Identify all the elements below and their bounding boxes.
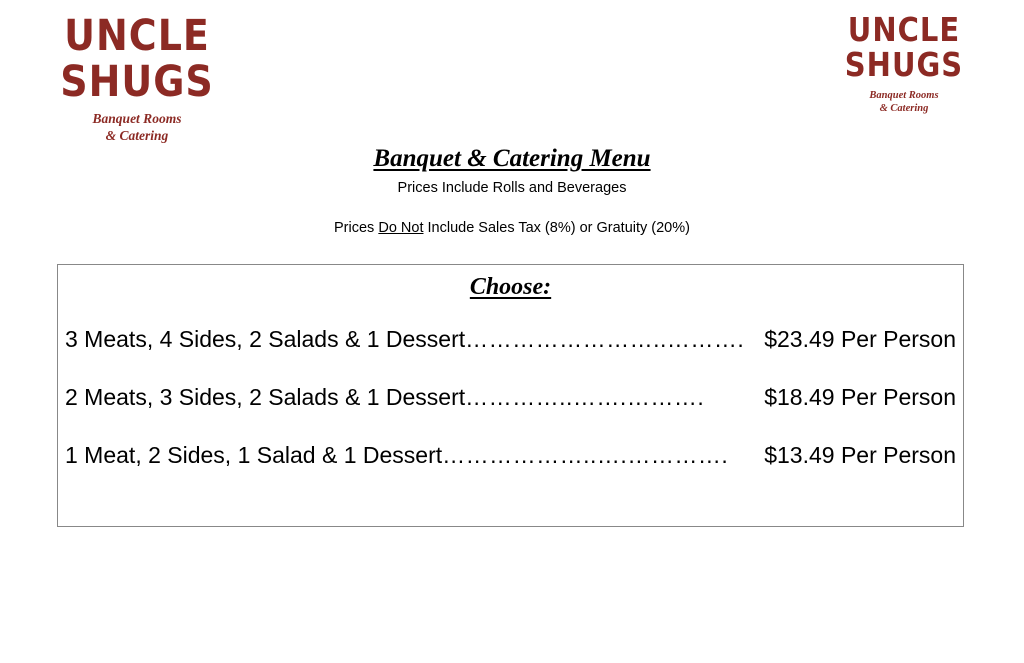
subtitle-tax-note-pre: Prices: [334, 220, 379, 236]
menu-option-leader-dots: ……………………..……….: [465, 326, 745, 352]
subtitle-tax-note-emphasis: Do Not: [378, 220, 424, 236]
menu-option-leader-dots: …………..…….……….: [465, 384, 705, 410]
menu-option-row: [65, 384, 956, 411]
logo-wordmark-line2: SHUGS: [844, 45, 964, 84]
menu-option-leader-dots: ………………..….………….: [442, 442, 729, 468]
page-title: Banquet & Catering Menu: [373, 145, 651, 172]
subtitle-inclusions: Prices Include Rolls and Beverages: [397, 180, 627, 196]
logo-left: [52, 10, 222, 145]
menu-options-box: [57, 264, 964, 527]
menu-option-row: [65, 442, 956, 469]
logo-tagline-line1: Banquet Rooms: [92, 111, 182, 126]
logo-wordmark-line1: UNCLE: [847, 10, 961, 49]
menu-option-description: 3 Meats, 4 Sides, 2 Salads & 1 Dessert: [65, 326, 466, 352]
subtitle-tax-note-post: Include Sales Tax (8%) or Gratuity (20%): [423, 220, 690, 236]
logo-tagline: [839, 89, 969, 115]
menu-option-price: $23.49 Per Person: [764, 326, 956, 352]
logo-tagline: [52, 111, 222, 145]
menu-option-description: 2 Meats, 3 Sides, 2 Salads & 1 Dessert: [65, 384, 466, 410]
subtitle-tax-note: [0, 220, 1024, 236]
logo-tagline-line2: & Catering: [879, 103, 929, 115]
menu-option-row: [65, 326, 956, 353]
menu-option-description: 1 Meat, 2 Sides, 1 Salad & 1 Dessert: [65, 442, 443, 468]
logo-wordmark-line1: UNCLE: [64, 10, 210, 60]
logo-right: [839, 10, 969, 115]
logo-tagline-line2: & Catering: [105, 127, 169, 143]
choose-heading: Choose:: [469, 274, 552, 300]
menu-option-price: $13.49 Per Person: [764, 442, 956, 468]
logo-tagline-line1: Banquet Rooms: [869, 90, 939, 101]
logo-wordmark-line2: SHUGS: [60, 56, 214, 106]
menu-option-price: $18.49 Per Person: [764, 384, 956, 410]
